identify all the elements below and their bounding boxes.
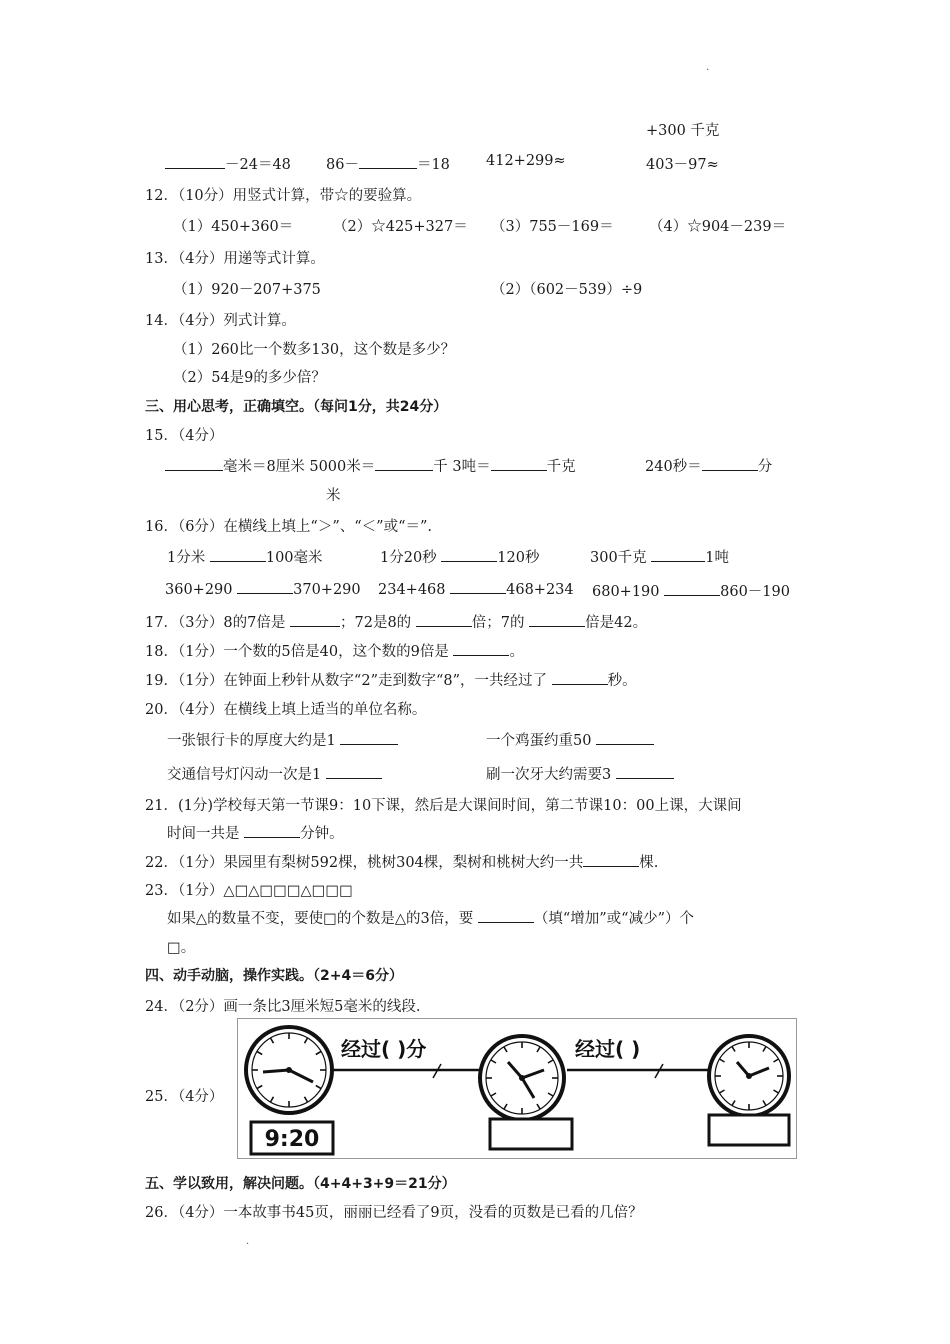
answer-blank[interactable] — [244, 824, 300, 838]
q22: 22．（1分）果园里有梨树592棵，桃树304棵，梨树和桃树大约一共 棵. — [145, 855, 659, 871]
q17: 17．（3分）8的7倍是 ；72是8的 倍；7的 倍是42。 — [145, 615, 648, 631]
answer-blank[interactable] — [416, 613, 472, 627]
q16-title: 16．（6分）在横线上填上“＞”、“＜”或“＝”. — [145, 519, 433, 535]
time-box-3 — [709, 1115, 789, 1145]
answer-blank[interactable] — [478, 909, 534, 923]
q12-item: （3）755－169＝ — [491, 219, 614, 235]
q23-line3: □。 — [167, 940, 196, 956]
q13-title: 13．（4分）用递等式计算。 — [145, 251, 325, 267]
clock-diagram — [237, 1018, 797, 1159]
q16-item: 234+468 468+234 — [378, 582, 574, 598]
answer-blank[interactable] — [210, 548, 266, 562]
answer-blank[interactable] — [616, 765, 674, 779]
q12-item: （4）☆904－239＝ — [649, 219, 787, 235]
answer-blank[interactable] — [529, 613, 585, 627]
clock-2 — [480, 1036, 564, 1120]
time-box-2 — [490, 1119, 572, 1149]
q15-row: 毫米＝8厘米 5000米＝ 千 3吨＝ 千克 — [165, 455, 576, 476]
q20-item: 交通信号灯闪动一次是1 — [167, 763, 382, 784]
arrow-label-1: 经过( )分 — [341, 1037, 427, 1061]
q12-item: （1）450+360＝ — [173, 219, 294, 235]
page-dot: . — [246, 1236, 250, 1247]
section-4-heading: 四、动手动脑，操作实践。（2+4＝6分） — [145, 968, 403, 984]
q11-item-2: 86－ ＝18 — [326, 157, 450, 173]
clock-diagram-svg — [237, 1018, 797, 1159]
q23-line2: 如果△的数量不变，要使□的个数是△的3倍，要 （填“增加”或“减少”）个 — [167, 911, 694, 927]
q16-item: 360+290 370+290 — [165, 582, 361, 598]
q18: 18．（1分）一个数的5倍是40，这个数的9倍是 。 — [145, 644, 524, 660]
section-5-heading: 五、学以致用，解决问题。（4+4+3+9＝21分） — [145, 1176, 456, 1192]
answer-blank[interactable] — [450, 580, 506, 594]
q14-title: 14．（4分）列式计算。 — [145, 313, 296, 329]
q16-item: 300千克 1吨 — [590, 550, 730, 566]
q11-row: －24＝48 — [165, 153, 291, 174]
answer-blank[interactable] — [441, 548, 497, 562]
answer-blank[interactable] — [237, 580, 293, 594]
q15-row-end: 240秒＝ 分 — [645, 459, 773, 475]
q15-wrap: 米 — [326, 488, 341, 504]
q21-line2: 时间一共是 分钟。 — [167, 826, 344, 842]
q26-title: 26．（4分）一本故事书45页，丽丽已经看了9页，没看的页数是已看的几倍？ — [145, 1205, 643, 1221]
answer-blank[interactable] — [491, 457, 547, 471]
section-3-heading: 三、用心思考，正确填空。（每问1分，共24分） — [145, 399, 448, 415]
q20-item: 一个鸡蛋约重50 — [486, 729, 654, 750]
q16-item: 1分20秒 120秒 — [380, 550, 540, 566]
q11-item-3: 412+299≈ — [486, 153, 566, 169]
q12-item: （2）☆425+327＝ — [333, 219, 468, 235]
q20-item: 刷一次牙大约需要3 — [486, 763, 674, 784]
page-dot: . — [706, 62, 710, 73]
answer-blank[interactable] — [453, 642, 509, 656]
q19: 19．（1分）在钟面上秒针从数字“2”走到数字“8”，一共经过了 秒。 — [145, 673, 637, 689]
q14-item: （1）260比一个数多130，这个数是多少？ — [173, 342, 456, 358]
answer-blank[interactable] — [664, 582, 720, 596]
q13-item: （2）（602－539）÷9 — [491, 282, 643, 298]
q23-title: 23．（1分）△□△□□□△□□□ — [145, 883, 353, 899]
answer-blank[interactable] — [552, 671, 608, 685]
q25-label: 25．（4分） — [145, 1089, 224, 1105]
q16-item: 680+190 860－190 — [592, 584, 790, 600]
answer-blank[interactable] — [326, 765, 382, 779]
q20-item: 一张银行卡的厚度大约是1 — [167, 729, 398, 750]
answer-blank[interactable] — [340, 731, 398, 745]
answer-blank[interactable] — [375, 457, 433, 471]
answer-blank[interactable] — [290, 613, 340, 627]
q24-title: 24．（2分）画一条比3厘米短5毫米的线段. — [145, 999, 421, 1015]
arrow-label-2: 经过( ) — [575, 1037, 641, 1061]
answer-blank[interactable] — [165, 457, 223, 471]
q21-line1: 21．(1分)学校每天第一节课9：10下课，然后是大课间时间，第二节课10：00上课，大课间 — [145, 798, 742, 814]
q14-item: （2）54是9的多少倍？ — [173, 370, 326, 386]
answer-blank[interactable] — [651, 548, 705, 562]
q12-title: 12．（10分）用竖式计算，带☆的要验算。 — [145, 188, 422, 204]
q11-item-4: 403－97≈ — [646, 157, 719, 173]
hour-hand — [263, 1070, 289, 1072]
answer-blank[interactable] — [583, 853, 639, 867]
clock-3 — [709, 1036, 789, 1116]
q13-item: （1）920－207+375 — [173, 282, 321, 298]
answer-blank[interactable] — [165, 155, 225, 169]
q11-extra-line: +300 千克 — [646, 123, 720, 139]
time-box-1-text: 9:20 — [264, 1127, 320, 1152]
answer-blank[interactable] — [359, 155, 417, 169]
answer-blank[interactable] — [596, 731, 654, 745]
q20-title: 20．（4分）在横线上填上适当的单位名称。 — [145, 702, 427, 718]
q16-item: 1分米 100毫米 — [167, 550, 323, 566]
q15-title: 15．（4分） — [145, 428, 224, 444]
answer-blank[interactable] — [702, 457, 758, 471]
